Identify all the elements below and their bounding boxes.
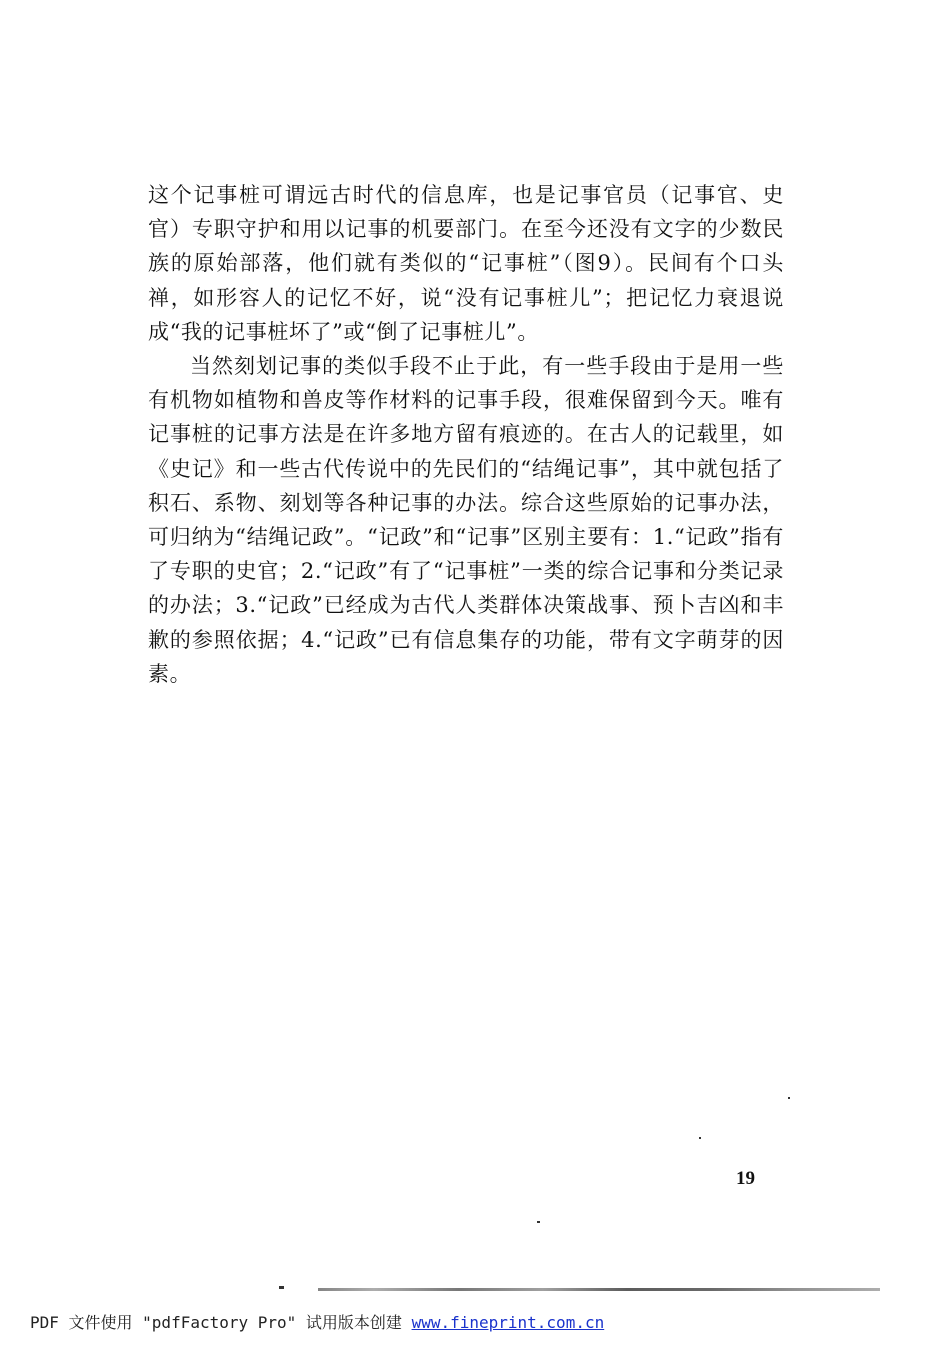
footer-link[interactable]: www.fineprint.com.cn	[411, 1313, 605, 1332]
footer-text: PDF 文件使用 "pdfFactory Pro" 试用版本创建	[30, 1313, 412, 1332]
scan-speck	[537, 1221, 540, 1223]
body-text	[148, 178, 784, 691]
paragraph-2: 当然刻划记事的类似手段不止于此，有一些手段由于是用一些有机物如植物和兽皮等作材料的记事手段，很难保留到今天。唯有记事桩的记事方法是在许多地方留有痕迹的。在古人的记载里，如《史记》和一些古代传说中的先民们的“结绳记事”，其中就包括了积石、系物、刻划等各种记事的办法。综合这些原始的记事办法，可归纳为“结绳记政”。“记政”和“记事”区别主要有：1.“记政”指有了专职的史官；2.“记政”有了“记事桩”一类的综合记事和分类记录的办法；3.“记政”已经成为古代人类群体决策战事、预卜吉凶和丰歉的参照依据；4.“记政”已有信息集存的功能，带有文字萌芽的因素。	[148, 354, 784, 686]
scan-speck	[699, 1137, 701, 1139]
scan-speck	[788, 1097, 790, 1099]
page-number: 19	[736, 1168, 755, 1189]
pdf-footer	[30, 1310, 604, 1333]
paragraph-1: 这个记事桩可谓远古时代的信息库，也是记事官员（记事官、史官）专职守护和用以记事的机要部门。在至今还没有文字的少数民族的原始部落，他们就有类似的“记事桩”（图9）。民间有个口头禅，如形容人的记忆不好，说“没有记事桩儿”；把记忆力衰退说成“我的记事桩坏了”或“倒了记事桩儿”。	[148, 183, 784, 344]
scan-speck	[279, 1286, 284, 1289]
scan-artifact-line	[318, 1288, 880, 1291]
